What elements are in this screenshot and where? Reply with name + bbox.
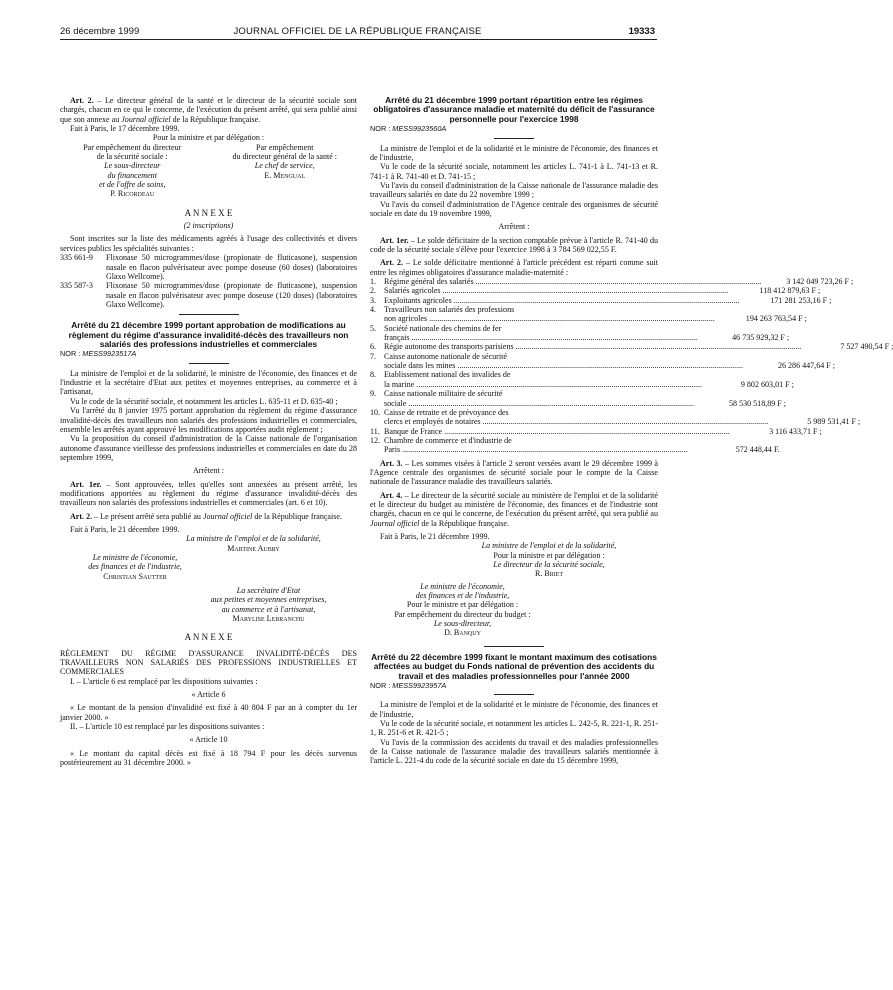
- article-label: Art. 2.: [380, 258, 404, 268]
- item-label-line: Caisse autonome nationale de sécurité: [384, 351, 507, 361]
- header-journal-title: JOURNAL OFFICIEL DE LA RÉPUBLIQUE FRANÇAISE: [233, 26, 482, 37]
- article-paragraph: [370, 491, 658, 528]
- nor-code: MESS9923517A: [82, 349, 137, 359]
- signature-title: des finances et de l'industrie,: [88, 562, 182, 572]
- item-label: clercs et employés de notaires .....: [384, 417, 768, 426]
- regulation-title: RÈGLEMENT DU RÉGIME D'ASSURANCE INVALIDITÉ-DÉCÈS DES TRAVAILLEURS NON SALARIÉS DES PROFESSIONS INDUSTRIELLES ET COMMERCIALES: [60, 648, 357, 677]
- article-text-end: de la République française.: [252, 511, 342, 521]
- item-label-line: Société nationale des chemins de fer: [384, 323, 502, 333]
- item-label: Exploitants agricoles .....: [384, 296, 739, 305]
- page-header: [60, 26, 655, 40]
- preamble-paragraph: Vu l'avis du conseil d'administration de la Caisse nationale de l'assurance maladie des travailleurs salariés en date du 22 novembre 1999 ;: [370, 180, 658, 200]
- signature-title: du financement: [107, 170, 157, 180]
- item-amount: 9 802 603,01 F ;: [740, 379, 794, 389]
- preamble-paragraph: Vu l'arrêté du 8 janvier 1975 portant approbation du règlement du régime d'assurance invalidité-décès des travailleurs non salariés des professions industrielles et commerciales, ensemble les arrêtés ayant approuvé les modifications apportées audit règlement ;: [60, 406, 357, 434]
- preamble-paragraph: Vu le code de la sécurité sociale, notamment les articles L. 741-1 à L. 741-13 et R. 741-1 à R. 741-40 et D. 741-15 ;: [370, 162, 658, 181]
- item-label: Régime général des salariés .....: [384, 277, 761, 286]
- article-text-end: de la République française.: [170, 114, 261, 124]
- regulation-item: II. – L'article 10 est remplacé par les dispositions suivantes :: [70, 722, 265, 732]
- article-paragraph: [60, 512, 357, 521]
- section-separator: [494, 694, 534, 695]
- signature-title: au commerce et à l'artisanat,: [221, 604, 316, 614]
- decree-title: Arrêté du 21 décembre 1999 portant répartition entre les régimes obligatoires d'assurance maladie et maternité du déficit de l'assurance personnelle pour l'exercice 1998: [373, 95, 655, 124]
- regulation-article-text: « Le montant du capital décès est fixé à 18 794 F pour les décès survenus postérieurement au 31 décembre 2000. »: [60, 748, 357, 768]
- list-item: [370, 407, 861, 427]
- signature-title: Le chef de service,: [254, 161, 315, 171]
- preamble-paragraph: Vu l'avis de la commission des accidents du travail et des maladies professionnelles de la Caisse nationale de l'assurance maladie des travailleurs salariés mentionnée à l'article L. 221-4 du code de la sécurité sociale en date du 15 décembre 1999,: [370, 737, 658, 766]
- signature-title: aux petites et moyennes entreprises,: [210, 595, 327, 605]
- article-label: Art. 4.: [380, 490, 403, 500]
- signature-line: Par empêchement du directeur: [83, 142, 182, 152]
- item-amount: 7 527 490,54 F ;: [840, 342, 893, 352]
- preamble-paragraph: La ministre de l'emploi et de la solidarité et le ministre de l'économie, des finances et de l'industrie,: [370, 700, 658, 719]
- list-item: [370, 277, 854, 287]
- signature-title: Le ministre de l'économie,: [92, 552, 178, 562]
- item-label: Régie autonome des transports parisiens .....: [384, 342, 801, 351]
- article-paragraph: [370, 459, 658, 487]
- item-amount: 26 286 447,64 F ;: [777, 361, 835, 371]
- signature-line: Par empêchement du directeur du budget :: [394, 609, 531, 619]
- list-item: [370, 305, 807, 324]
- medication-code: 335 587-3: [60, 281, 93, 291]
- item-number: 10.: [370, 407, 381, 417]
- signatory-name: Christian Sautter: [103, 571, 167, 581]
- fait-line: Fait à Paris, le 17 décembre 1999.: [70, 124, 180, 134]
- signatory-name: E. Mengual: [264, 170, 306, 180]
- fait-line: Fait à Paris, le 21 décembre 1999.: [380, 531, 490, 541]
- fait-line: Fait à Paris, le 21 décembre 1999.: [70, 524, 180, 534]
- article-label: Art. 3.: [380, 458, 403, 468]
- item-amount: 5 989 531,41 F ;: [807, 417, 861, 427]
- article-paragraph: [60, 480, 357, 508]
- section-separator: [179, 314, 239, 315]
- medication-text: Flixonase 50 microgrammes/dose (propionate de fluticasone), suspension nasale en flacon pulvérisateur avec pompe doseuse (120 doses) (laboratoires Glaxo Wellcome).: [106, 281, 357, 309]
- signature-line: Par empêchement: [256, 142, 314, 152]
- signatory-name: D. Banquy: [444, 628, 481, 638]
- nor-label: NOR :: [60, 349, 83, 359]
- item-amount: 3 142 049 723,26 F ;: [786, 277, 854, 287]
- list-item: [370, 323, 790, 343]
- item-amount: 171 281 253,16 F ;: [770, 295, 832, 305]
- regulation-article-text: « Le montant de la pension d'invalidité est fixé à 40 804 F par an à compter du 1er janvier 2000. »: [60, 703, 357, 722]
- item-label-line: Etablissement national des invalides de: [384, 370, 511, 380]
- list-item: [370, 295, 832, 305]
- article-label: Art. 2.: [70, 511, 93, 521]
- regulation-article-heading: « Article 6: [191, 690, 226, 700]
- signature-block: [370, 582, 555, 638]
- item-number: 6.: [370, 342, 377, 352]
- header-rule: [60, 39, 657, 40]
- nor-reference: [60, 349, 357, 358]
- medication-entry: [60, 253, 357, 281]
- item-amount: 3 116 433,71 F ;: [769, 426, 822, 436]
- header-date: 26 décembre 1999: [60, 26, 140, 37]
- signature-title: Le sous-directeur: [104, 161, 161, 171]
- article-paragraph: [370, 258, 658, 277]
- journal-ref: Journal officiel: [370, 518, 420, 528]
- item-label-line: Chambre de commerce et d'industrie de: [384, 435, 512, 445]
- signature-title: Le directeur de la sécurité sociale,: [493, 560, 605, 569]
- article-text: – Les sommes visées à l'article 2 seront versées avant le 29 décembre 1999 à l'Agence centrale des organismes de sécurité sociale pour le compte de la Caisse nationale de l'assurance maladie des travailleurs salariés.: [370, 458, 658, 487]
- signature-title: La secrétaire d'Etat: [236, 586, 301, 595]
- journal-ref: Journal officiel: [202, 511, 253, 521]
- item-number: 12.: [370, 435, 381, 445]
- article-text: – Le solde déficitaire mentionné à l'article précédent est réparti comme suit entre les régimes obligatoires d'assurance maladie-maternité :: [370, 258, 658, 277]
- preamble-paragraph: Vu l'avis du conseil d'administration de l'Agence centrale des organismes de sécurité sociale en date du 19 novembre 1999,: [370, 199, 658, 218]
- list-item: [370, 389, 787, 408]
- item-label-line: Caisse nationale militaire de sécurité: [384, 389, 503, 399]
- signature-title: et de l'offre de soins,: [99, 180, 166, 190]
- regulation-item: I. – L'article 6 est remplacé par les dispositions suivantes :: [70, 676, 258, 686]
- signature-block: [60, 143, 357, 199]
- decree-title: Arrêté du 21 décembre 1999 portant approbation de modifications au règlement du régime d'assurance invalidité-décès des travailleurs non salariés des professions industrielles et commerciales: [68, 320, 349, 350]
- left-column: [60, 96, 357, 768]
- inscriptions-text: Sont inscrites sur la liste des médicaments agréés à l'usage des collectivités et divers services publics les spécialités suivantes :: [60, 234, 357, 253]
- item-number: 11.: [370, 426, 380, 436]
- article-label: Art. 2.: [70, 96, 94, 105]
- inscriptions-count: (2 inscriptions): [183, 221, 234, 231]
- nor-reference: [370, 124, 658, 133]
- signature-line: du directeur général de la santé :: [232, 152, 338, 162]
- header-page-number: 19333: [628, 26, 655, 37]
- item-number: 9.: [370, 389, 377, 399]
- item-label: Banque de France .....: [384, 427, 730, 436]
- preamble-paragraph: La ministre de l'emploi et de la solidarité et le ministre de l'économie, des finances et de l'industrie,: [370, 143, 658, 162]
- item-number: 4.: [370, 305, 377, 315]
- preamble-paragraph: Vu le code de la sécurité sociale, et notamment les articles L. 635-11 et D. 635-40 ;: [70, 396, 338, 406]
- item-number: 7.: [370, 351, 377, 361]
- nor-code: MESS9923560A: [392, 124, 447, 134]
- article-text: – Le directeur de la sécurité sociale au ministère de l'emploi et de la solidarité et le directeur du budget au ministère de l'économie, des finances et de l'industrie sont chargés, chacun en ce qui le concerne, de l'exécution du présent arrêté, qui sera publié au: [370, 490, 658, 519]
- list-item: [370, 351, 835, 371]
- signature-title: Le sous-directeur,: [433, 619, 492, 629]
- section-separator: [189, 363, 229, 364]
- item-number: 8.: [370, 370, 377, 380]
- signatory-name: P. Ricordeau: [110, 189, 155, 199]
- arretent-line: Arrêtent :: [192, 466, 225, 476]
- item-amount: 58 530 518,89 F ;: [729, 398, 787, 408]
- journal-ref: Journal officiel: [121, 114, 171, 124]
- article-text-end: de la République française.: [419, 518, 509, 528]
- item-amount: 194 263 763,54 F ;: [745, 314, 807, 324]
- preamble-paragraph: Vu le code de la sécurité sociale, et notamment les articles L. 242-5, R. 221-1, R. 251-1, R. 251-6 et R. 421-5 ;: [370, 719, 658, 738]
- medication-entry: [60, 281, 357, 309]
- signature-title: Le ministre de l'économie,: [420, 581, 505, 591]
- item-number: 2.: [370, 286, 377, 296]
- nor-reference: [370, 681, 658, 690]
- item-number: 1.: [370, 277, 377, 287]
- article-label: Art. 1er.: [70, 479, 102, 489]
- signature-line: Pour le ministre et par délégation :: [406, 600, 519, 610]
- signature-block: [150, 534, 357, 553]
- list-item: [370, 435, 780, 455]
- signature-block: [180, 586, 357, 623]
- item-label: Salariés agricoles .....: [384, 286, 728, 295]
- article-text: – Le présent arrêté sera publié au: [94, 511, 203, 521]
- signature-title: des finances et de l'industrie,: [415, 591, 510, 601]
- article-label: Art. 1er.: [380, 235, 409, 245]
- signature-title: La ministre de l'emploi et de la solidarité,: [481, 541, 617, 551]
- medication-text: Flixonase 50 microgrammes/dose (propionate de fluticasone), suspension nasale en flacon pulvérisateur avec pompe doseuse (60 doses) (laboratoires Glaxo Wellcome).: [106, 253, 357, 281]
- signature-line: Pour la ministre et par délégation :: [493, 550, 605, 560]
- annexe-heading: A N N E X E: [184, 632, 233, 643]
- signature-title: La ministre de l'emploi et de la solidarité,: [186, 534, 321, 544]
- delegation-line: Pour la ministre et par délégation :: [152, 133, 265, 143]
- art2-paragraph: [60, 96, 357, 124]
- section-separator: [494, 138, 534, 139]
- signatory-name: Marylise Lebranchu: [232, 614, 305, 624]
- item-label: sociale dans les mines .....: [384, 361, 743, 370]
- section-separator: [484, 646, 544, 647]
- nor-label: NOR :: [370, 680, 393, 690]
- decree-title: Arrêté du 22 décembre 1999 fixant le montant maximum des cotisations affectées au budget du Fonds national de prévention des accidents du travail et des maladies professionnelles pour l'année 2000: [371, 651, 657, 681]
- item-amount: 118 412 879,63 F ;: [759, 286, 821, 296]
- article-text: – Le directeur général de la santé et le directeur de la sécurité sociale sont chargés, chacun en ce qui le concerne, de l'exécution du présent arrêté, qui sera publié ainsi que son annexe au: [60, 96, 358, 124]
- arretent-line: Arrêtent :: [498, 222, 530, 232]
- item-number: 3.: [370, 295, 377, 305]
- article-paragraph: [370, 236, 658, 255]
- article-text: – Sont approuvées, telles qu'elles sont annexées au présent arrêté, les modifications apportées au règlement du régime d'assurance invalidité-décès des travailleurs non salariés des professions industrielles et commerciales (art. 6 et 10).: [60, 479, 357, 508]
- item-amount: 572 448,44 F.: [735, 445, 780, 455]
- signature-line: de la sécurité sociale :: [96, 152, 168, 162]
- signatory-name: R. Briet: [534, 569, 564, 579]
- nor-code: MESS9923957A: [392, 680, 447, 690]
- nor-label: NOR :: [370, 124, 393, 134]
- item-label-line: Travailleurs non salariés des professions: [384, 305, 515, 315]
- item-label-line: Caisse de retraite et de prévoyance des: [384, 407, 509, 417]
- article-text: – Le solde déficitaire de la section comptable prévue à l'article R. 741-40 du code de la sécurité sociale s'élève pour l'exercice 1998 à 3 784 569 022,55 F.: [370, 235, 659, 254]
- preamble-paragraph: La ministre de l'emploi et de la solidarité, le ministre de l'économie, des finances et de l'industrie et la secrétaire d'Etat aux petites et moyennes entreprises, au commerce et à l'artisanat,: [60, 368, 357, 397]
- annexe-heading: A N N E X E: [184, 207, 233, 218]
- item-label: français .....: [384, 333, 697, 342]
- item-amount: 46 735 929,32 F ;: [732, 333, 790, 343]
- list-item: [370, 286, 821, 296]
- item-label: Paris .....: [384, 445, 688, 454]
- regulation-article-heading: « Article 10: [189, 735, 228, 745]
- item-label: sociale .....: [384, 399, 694, 408]
- signature-block: [440, 541, 658, 578]
- preamble-paragraph: Vu la proposition du conseil d'administration de la Caisse nationale de l'organisation autonome d'assurance vieillesse des professions industrielles et commerciales en date du 28 septembre 1999,: [60, 434, 357, 462]
- item-label: la marine .....: [384, 380, 702, 389]
- signature-block: [60, 553, 210, 581]
- allocation-list: [370, 277, 893, 455]
- medication-code: 335 661-9: [60, 253, 93, 263]
- item-label: non agricoles .....: [384, 314, 715, 323]
- signatory-name: Martine Aubry: [227, 543, 280, 553]
- item-number: 5.: [370, 323, 377, 333]
- list-item: [370, 370, 794, 389]
- list-item: [370, 342, 893, 352]
- list-item: [370, 426, 822, 436]
- right-column: [370, 95, 893, 766]
